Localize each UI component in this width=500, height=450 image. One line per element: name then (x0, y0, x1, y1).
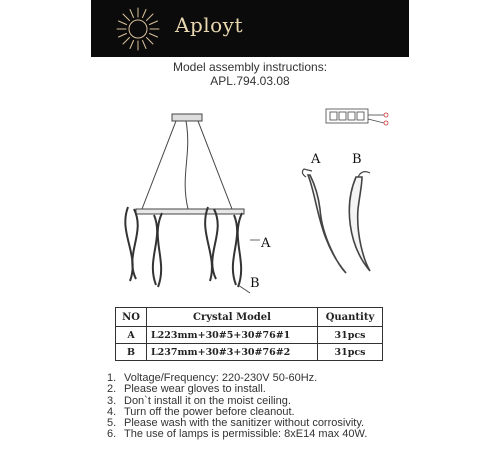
crystal-detail-a (308, 175, 346, 273)
brand-name: Aployt (175, 13, 244, 37)
list-item: 2. Please wear gloves to install. (107, 383, 266, 396)
sunburst-logo-icon (115, 6, 161, 52)
chandelier-drawing (100, 105, 400, 300)
crystal-detail-b (349, 177, 370, 271)
crystal-table (115, 307, 383, 361)
suspension-wire (198, 121, 232, 209)
header-quantity: Quantity (318, 308, 383, 327)
instructions-title: Model assembly instructions: (172, 60, 328, 74)
lamp-frame-bar (136, 209, 244, 214)
label-b: B (250, 276, 260, 291)
cell-quantity: 31pcs (318, 327, 383, 344)
list-item: 6. The use of lamps is permissible: 8xE14 max 40W. (107, 428, 368, 441)
ceiling-canopy (172, 114, 202, 121)
header-crystal-model: Crystal Model (147, 308, 318, 327)
list-item: 4. Turn off the power before cleanout. (107, 405, 295, 418)
detail-label-a: A (311, 152, 321, 167)
brand-banner (91, 0, 409, 57)
cell-model: L223mm+30#5+30#76#1 (147, 327, 318, 344)
cell-no: B (116, 344, 147, 361)
wiring-connector-detail (326, 109, 388, 125)
detail-label-b: B (352, 152, 362, 167)
table-row (116, 344, 383, 361)
model-number: APL.794.03.08 (210, 74, 290, 88)
table-row (116, 327, 383, 344)
list-item: 5. Please wash with the sanitizer without corrosivity. (107, 417, 365, 430)
table-header-row (116, 308, 383, 327)
header-no: NO (116, 308, 147, 327)
notes-list (107, 373, 367, 441)
list-item: 1. Voltage/Frequency: 220-230V 50-60Hz. (107, 372, 318, 384)
suspension-wire (142, 121, 176, 209)
cell-quantity: 31pcs (318, 344, 383, 361)
power-cord (185, 121, 188, 209)
label-a: A (261, 236, 271, 251)
crystal-strands (125, 207, 242, 287)
cell-model: L237mm+30#3+30#76#2 (147, 344, 318, 361)
list-item: 3. Don`t install it on the moist ceiling. (107, 394, 291, 407)
cell-no: A (116, 327, 147, 344)
